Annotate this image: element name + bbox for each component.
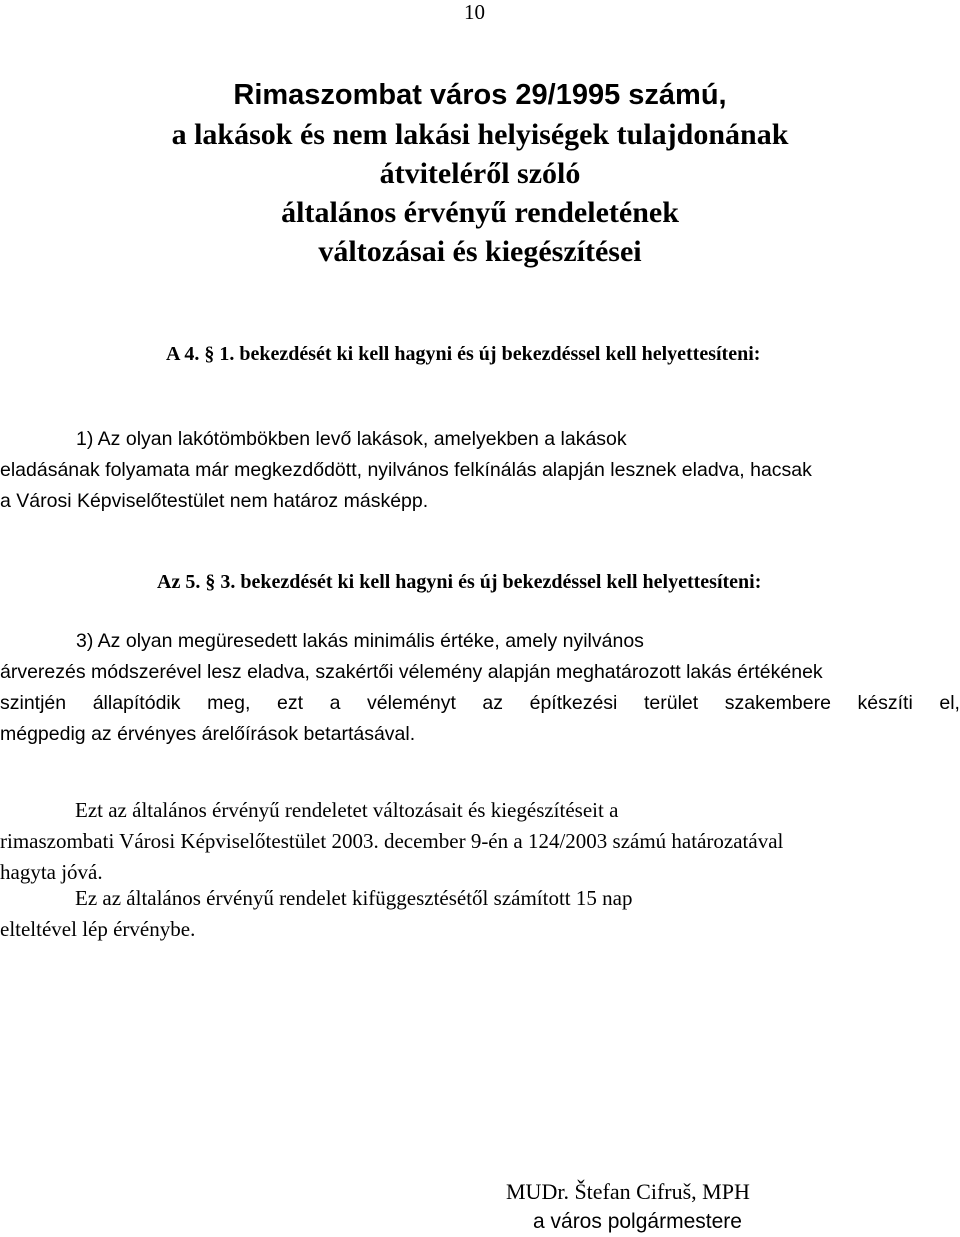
effect-line-2: elteltével lép érvénybe.: [0, 917, 196, 941]
amendment-1-line-1: 1) Az olyan lakótömbökben levő lakások, amelyekben a lakások: [76, 428, 627, 450]
title-line-4: általános érvényű rendeletének: [281, 196, 679, 229]
title-line-1: Rimaszombat város 29/1995 számú,: [233, 79, 727, 111]
page-number: 10: [464, 0, 485, 24]
title-line-3: átviteléről szóló: [379, 157, 581, 190]
approval-paragraph: [0, 795, 960, 888]
amendment-1-heading: A 4. § 1. bekezdését ki kell hagyni és új bekezdéssel kell helyettesíteni:: [166, 343, 761, 365]
word: meg,: [207, 692, 251, 714]
signatory-role: a város polgármestere: [533, 1210, 742, 1233]
word: véleményt: [366, 692, 456, 714]
word: szintjén: [0, 692, 67, 714]
word: állapítódik: [92, 692, 181, 714]
effect-paragraph: [0, 883, 960, 945]
amendment-2-line-2: árverezés módszerével lesz eladva, szakértői vélemény alapján meghatározott lakás értékének: [0, 661, 823, 683]
title-line-2: a lakások és nem lakási helyiségek tulajdonának: [171, 118, 789, 151]
amendment-2-line-3: [0, 688, 960, 719]
amendment-2-heading: Az 5. § 3. bekezdését ki kell hagyni és új bekezdéssel kell helyettesíteni:: [157, 571, 762, 593]
amendment-1-text: [0, 424, 960, 517]
word: az: [482, 692, 504, 714]
word: a: [329, 692, 341, 714]
amendment-1-line-2: eladásának folyamata már megkezdődött, nyilvános felkínálás alapján lesznek eladva, hacsak: [0, 459, 812, 481]
word: építkezési: [529, 692, 618, 714]
approval-line-1: Ezt az általános érvényű rendeletet változásait és kiegészítéseit a: [75, 798, 619, 822]
approval-line-2: rimaszombati Városi Képviselőtestület 2003. december 9-én a 124/2003 számú határozatával: [0, 829, 784, 853]
word: terület: [643, 692, 699, 714]
amendment-2-text: [0, 626, 960, 750]
approval-line-3: hagyta jóvá.: [0, 860, 103, 884]
effect-line-1: Ez az általános érvényű rendelet kifüggesztésétől számított 15 nap: [75, 886, 633, 910]
amendment-2-line-4: mégpedig az érvényes árelőírások betartásával.: [0, 723, 416, 745]
word: ezt: [276, 692, 303, 714]
amendment-2-line-1: 3) Az olyan megüresedett lakás minimális értéke, amely nyilvános: [76, 630, 644, 652]
signatory-name: MUDr. Štefan Cifruš, MPH: [506, 1179, 750, 1204]
title-line-5: változásai és kiegészítései: [318, 235, 642, 268]
amendment-1-line-3: a Városi Képviselőtestület nem határoz másképp.: [0, 490, 429, 512]
word: készíti: [857, 692, 913, 714]
document-title: [0, 76, 960, 271]
word: el,: [939, 692, 960, 714]
word: szakembere: [724, 692, 831, 714]
